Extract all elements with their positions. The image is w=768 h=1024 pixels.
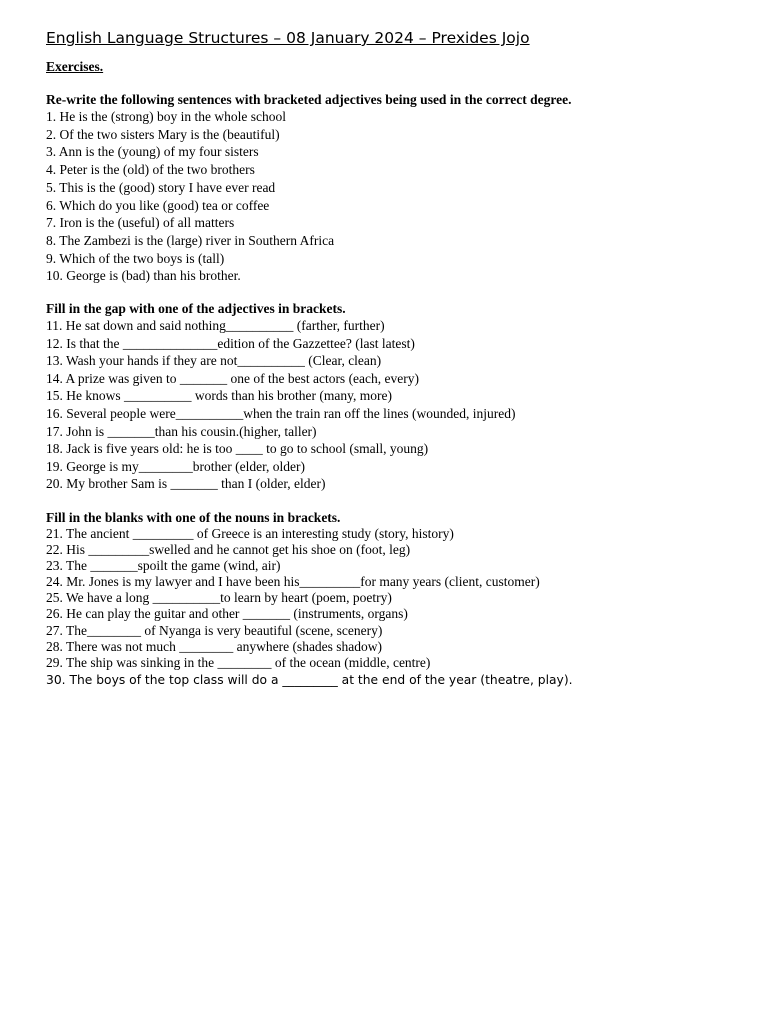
exercise-item: 5. This is the (good) story I have ever read [46,179,276,195]
exercise-item: 3. Ann is the (young) of my four sisters [46,144,259,160]
exercise-item: 10. George is (bad) than his brother. [46,268,241,284]
exercise-item: 29. The ship was sinking in the ________ of the ocean (middle, centre) [46,654,431,670]
section-heading: Fill in the blanks with one of the nouns in brackets. [46,509,341,525]
exercise-item: 27. The________ of Nyanga is very beautiful (scene, scenery) [46,622,383,638]
exercise-item: 11. He sat down and said nothing__________ (farther, further) [46,318,385,334]
exercise-item: 30. The boys of the top class will do a _________ at the end of the year (theatre, play). [46,672,573,687]
exercise-item: 6. Which do you like (good) tea or coffee [46,197,270,213]
exercise-item: 21. The ancient _________ of Greece is an interesting study (story, history) [46,525,454,541]
section-heading: Fill in the gap with one of the adjectives in brackets. [46,301,346,317]
document-page [46,27,736,690]
exercise-item: 12. Is that the ______________edition of the Gazzettee? (last latest) [46,335,415,351]
exercise-item: 23. The _______spoilt the game (wind, air) [46,558,281,574]
exercises-heading: Exercises. [46,59,104,74]
section-noun-blanks [46,510,736,690]
exercise-item: 1. He is the (strong) boy in the whole school [46,109,286,124]
document-title: English Language Structures – 08 January 2024 – Prexides Jojo [46,29,530,47]
exercise-item: 9. Which of the two boys is (tall) [46,250,225,266]
exercise-item: 4. Peter is the (old) of the two brothers [46,162,255,178]
exercise-item: 16. Several people were__________when the train ran off the lines (wounded, injured) [46,406,516,421]
exercise-item: 26. He can play the guitar and other _______ (instruments, organs) [46,606,408,622]
exercise-list [46,108,736,285]
exercise-item: 18. Jack is five years old: he is too ____ to go to school (small, young) [46,441,429,457]
exercise-item: 15. He knows __________ words than his brother (many, more) [46,388,392,404]
exercise-list [46,317,736,493]
exercise-item: 2. Of the two sisters Mary is the (beautiful) [46,126,280,142]
exercise-item: 25. We have a long __________to learn by heart (poem, poetry) [46,590,392,606]
section-adjective-gaps [46,301,736,493]
exercise-item: 7. Iron is the (useful) of all matters [46,215,235,231]
exercise-item: 13. Wash your hands if they are not__________ (Clear, clean) [46,353,382,369]
exercise-item: 22. His _________swelled and he cannot get his shoe on (foot, leg) [46,542,411,558]
exercise-list [46,526,736,690]
exercise-item: 8. The Zambezi is the (large) river in Southern Africa [46,232,335,248]
exercise-item: 17. John is _______than his cousin.(higher, taller) [46,423,317,439]
section-comparative-degree [46,92,736,285]
exercise-item: 14. A prize was given to _______ one of the best actors (each, every) [46,370,420,386]
exercise-item: 19. George is my________brother (elder, older) [46,458,306,474]
exercise-item: 24. Mr. Jones is my lawyer and I have been his_________for many years (client, customer) [46,574,540,590]
section-heading: Re-write the following sentences with bracketed adjectives being used in the correct degree. [46,92,572,107]
exercise-item: 28. There was not much ________ anywhere (shades shadow) [46,638,383,654]
exercise-item: 20. My brother Sam is _______ than I (older, elder) [46,476,326,492]
